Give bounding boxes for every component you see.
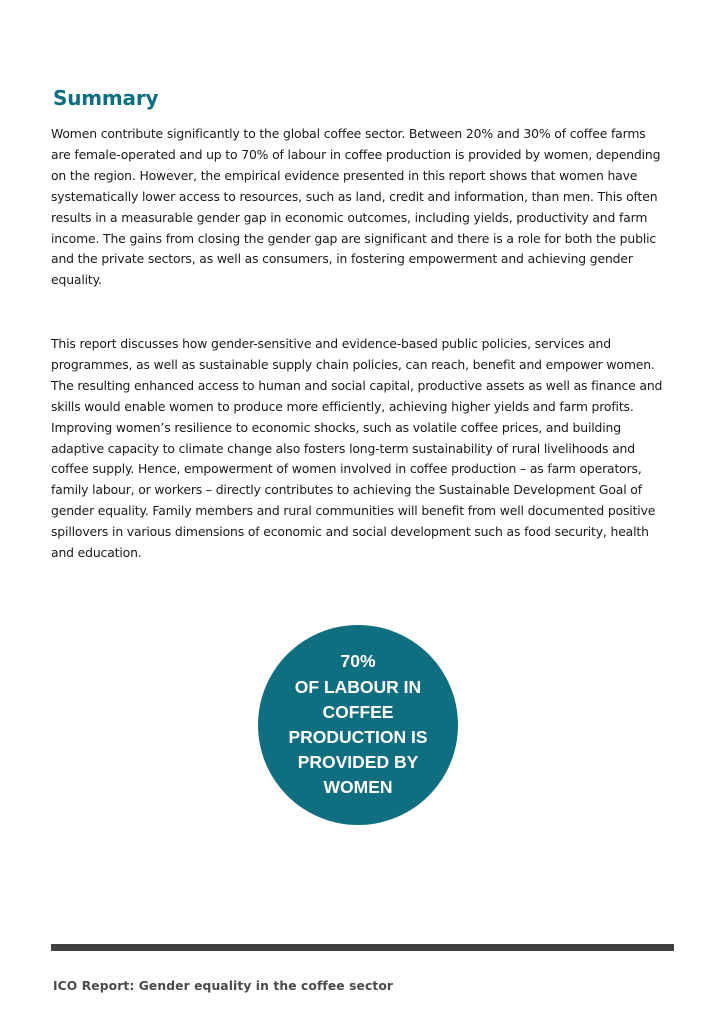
callout-line: PRODUCTION IS bbox=[288, 727, 428, 747]
callout-line: WOMEN bbox=[323, 777, 393, 798]
section-title: Summary bbox=[53, 86, 159, 110]
callout-line: 70% bbox=[340, 651, 376, 672]
summary-paragraph-2: This report discusses how gender-sensitive and evidence-based public policies, services and programmes, as well as sustainable supply chain policies, can reach, benefit and empower women. The resulting enhanced access to human and social capital, productive assets as well as finance and skills would enable women to produce more efficiently, achieving higher yields and farm profits. Improving women’s resilience to economic shocks, such as volatile coffee prices, and building adaptive capacity to climate change also fosters long-term sustainability of rural livelihoods and coffee supply. Hence, empowerment of women involved in coffee production – as farm operators, family labour, or workers – directly contributes to achieving the Sustainable Development Goal of gender equality. Family members and rural communities will benefit from well documented positive spillovers in various dimensions of economic and social development such as food security, health and education. bbox=[51, 336, 663, 561]
footer-divider bbox=[51, 944, 674, 951]
summary-paragraph-1: Women contribute significantly to the global coffee sector. Between 20% and 30% of coffee farms are female-operated and up to 70% of labour in coffee production is provided by women, depending on the region. However, the empirical evidence presented in this report shows that women have systematically lower access to resources, such as land, credit and information, than men. This often results in a measurable gender gap in economic outcomes, including yields, productivity and farm income. The gains from closing the gender gap are significant and there is a role for both the public and the private sectors, as well as consumers, in fostering empowerment and achieving gender equality. bbox=[51, 126, 661, 288]
callout-line: OF LABOUR IN bbox=[294, 676, 422, 697]
statistic-callout-circle bbox=[258, 625, 458, 825]
footer-report-title: ICO Report: Gender equality in the coffee sector bbox=[53, 979, 394, 993]
callout-line: COFFEE bbox=[322, 701, 394, 722]
callout-line: PROVIDED BY bbox=[297, 752, 419, 773]
